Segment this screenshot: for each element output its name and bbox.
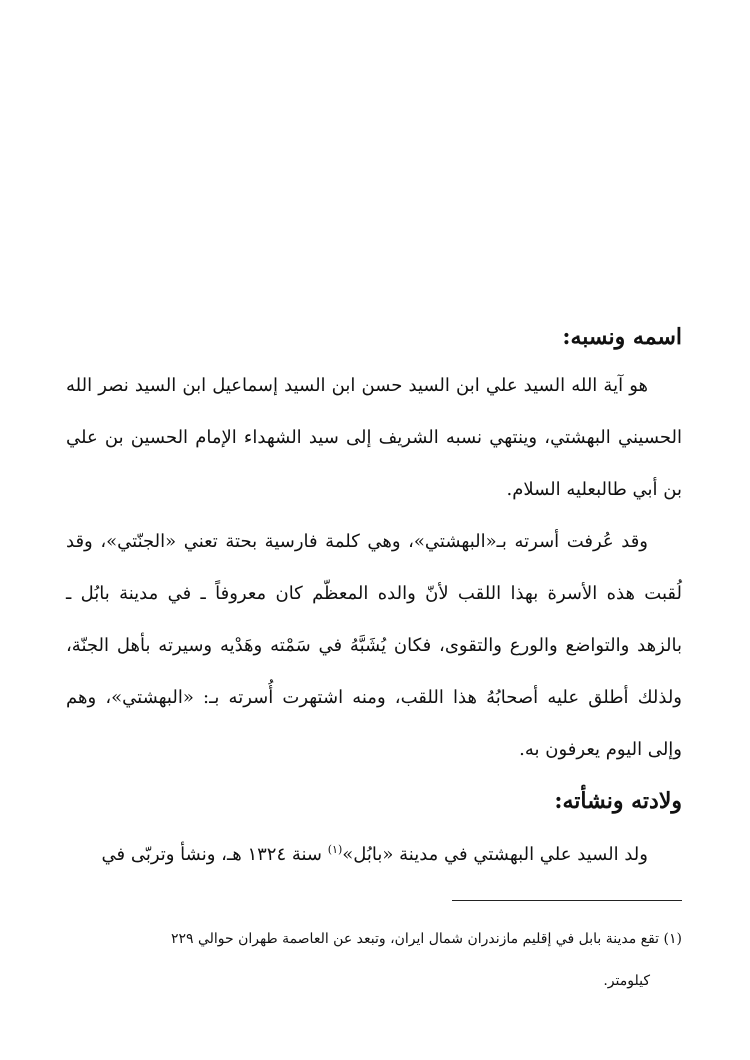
footnote-line-2: كيلومتر. xyxy=(603,973,650,989)
paragraph-birth-text: ولد السيد علي البهشتي في مدينة «بابُل» xyxy=(342,844,648,865)
footnote xyxy=(66,918,682,1002)
footnote-line-1: (١) تقع مدينة بابل في إقليم مازندران شمال ايران، وتبعد عن العاصمة طهران حوالي ٢٢٩ xyxy=(170,931,682,947)
section-name-lineage xyxy=(66,322,682,776)
paragraph-birth-text-continued: سنة ١٣٢٤ هـ، ونشأ وتربّى في xyxy=(101,844,328,865)
paragraph-birth xyxy=(66,824,682,881)
footnote-divider xyxy=(452,900,682,901)
section-birth xyxy=(66,786,682,881)
paragraph-lineage: هو آية الله السيد علي ابن السيد حسن ابن السيد إسماعيل ابن السيد نصر الله الحسيني البهشتي، وينتهي نسبه الشريف إلى سيد الشهداء الإمام الحسين بن علي بن أبي طالبعليه السلام. xyxy=(66,375,682,500)
section-heading-birth: ولادته ونشأته: xyxy=(554,788,682,814)
footnote-marker: (١) xyxy=(327,843,343,856)
paragraph-family-name: وقد عُرفت أسرته بـ«البهشتي»، وهي كلمة فارسية بحتة تعني «الجنّتي»، وقد لُقبت هذه الأسرة بهذا اللقب لأنّ والده المعظّم كان معروفاً ـ في مدينة بابُل ـ بالزهد والتواضع والورع والتقوى، فكان يُشَبَّهُ في سَمْته وهَدْيه وسيرته بأهل الجنّة، ولذلك أطلق عليه أصحابُهُ هذا اللقب، ومنه اشتهرت أُسرته بـ: «البهشتي»، وهم وإلى اليوم يعرفون به. xyxy=(66,531,682,760)
section-heading-lineage: اسمه ونسبه: xyxy=(562,324,682,350)
